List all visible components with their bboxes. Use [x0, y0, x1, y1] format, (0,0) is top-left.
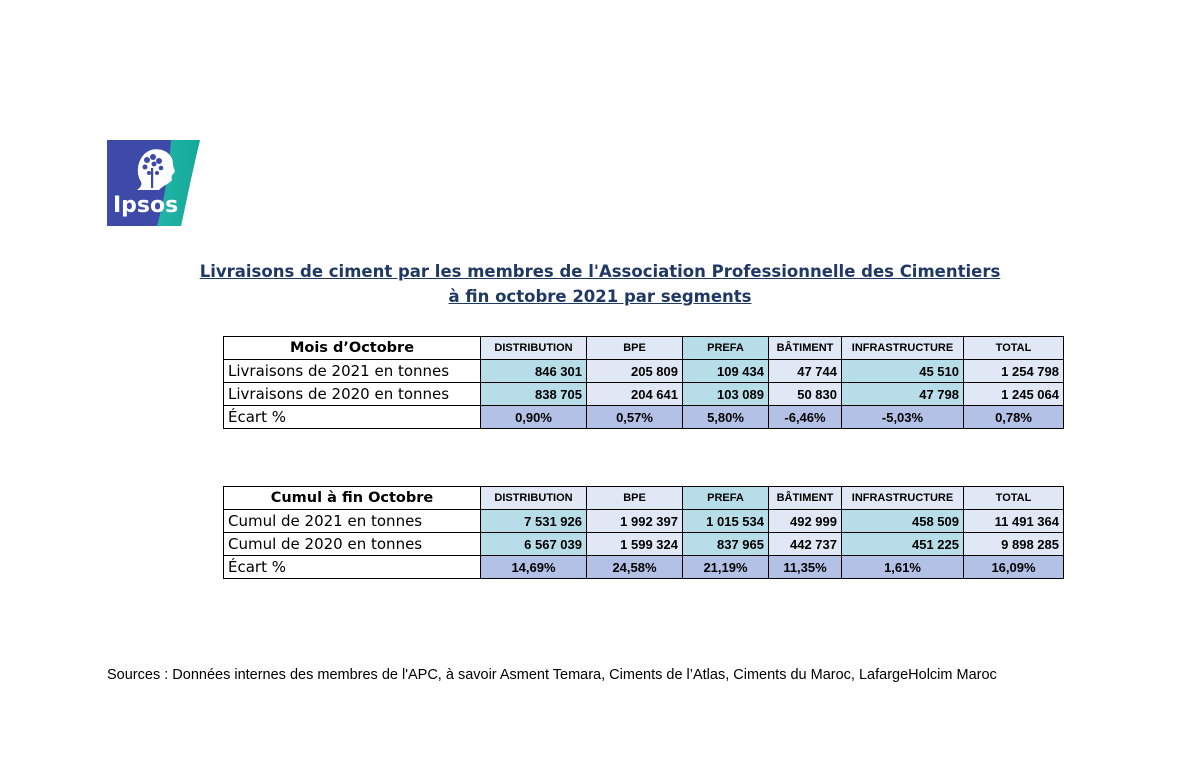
table-row-ecart — [224, 556, 1064, 579]
row-label: Cumul de 2020 en tonnes — [224, 533, 481, 556]
row-label: Livraisons de 2021 en tonnes — [224, 360, 481, 383]
cell-distribution: 14,69% — [481, 556, 587, 579]
cell-distribution: 0,90% — [481, 406, 587, 429]
ipsos-logo — [107, 140, 200, 226]
cell-total: 1 245 064 — [964, 383, 1064, 406]
cell-batiment: 50 830 — [769, 383, 842, 406]
cell-total: 0,78% — [964, 406, 1064, 429]
cell-bpe: 205 809 — [587, 360, 683, 383]
cell-prefa: 1 015 534 — [683, 510, 769, 533]
monthly-deliveries-table — [223, 336, 1064, 429]
cell-batiment: -6,46% — [769, 406, 842, 429]
table-row — [224, 360, 1064, 383]
table-header-row — [224, 337, 1064, 360]
cell-distribution: 838 705 — [481, 383, 587, 406]
cell-prefa: 21,19% — [683, 556, 769, 579]
cell-total: 16,09% — [964, 556, 1064, 579]
cell-infrastructure: -5,03% — [842, 406, 964, 429]
table-corner-label: Mois d’Octobre — [224, 337, 481, 360]
table-row — [224, 510, 1064, 533]
col-header-infrastructure: INFRASTRUCTURE — [842, 337, 964, 360]
sources-note: Sources : Données internes des membres de l'APC, à savoir Asment Temara, Ciments de l’Atlas, Ciments du Maroc, LafargeHolcim Maroc — [107, 667, 997, 683]
row-label: Livraisons de 2020 en tonnes — [224, 383, 481, 406]
row-label: Écart % — [224, 556, 481, 579]
cell-infrastructure: 1,61% — [842, 556, 964, 579]
col-header-prefa: PREFA — [683, 487, 769, 510]
col-header-batiment: BÂTIMENT — [769, 337, 842, 360]
cell-total: 1 254 798 — [964, 360, 1064, 383]
cell-bpe: 0,57% — [587, 406, 683, 429]
cell-distribution: 7 531 926 — [481, 510, 587, 533]
col-header-infrastructure: INFRASTRUCTURE — [842, 487, 964, 510]
col-header-prefa: PREFA — [683, 337, 769, 360]
row-label: Écart % — [224, 406, 481, 429]
cell-batiment: 11,35% — [769, 556, 842, 579]
cell-batiment: 47 744 — [769, 360, 842, 383]
table-row-ecart — [224, 406, 1064, 429]
cell-prefa: 837 965 — [683, 533, 769, 556]
cell-prefa: 109 434 — [683, 360, 769, 383]
cell-bpe: 1 992 397 — [587, 510, 683, 533]
cell-infrastructure: 47 798 — [842, 383, 964, 406]
cell-bpe: 204 641 — [587, 383, 683, 406]
row-label: Cumul de 2021 en tonnes — [224, 510, 481, 533]
table-corner-label: Cumul à fin Octobre — [224, 487, 481, 510]
table-row — [224, 383, 1064, 406]
cell-total: 11 491 364 — [964, 510, 1064, 533]
page-title — [0, 259, 1200, 309]
cell-total: 9 898 285 — [964, 533, 1064, 556]
col-header-distribution: DISTRIBUTION — [481, 337, 587, 360]
table-row — [224, 533, 1064, 556]
col-header-total: TOTAL — [964, 337, 1064, 360]
col-header-total: TOTAL — [964, 487, 1064, 510]
logo-text: Ipsos — [113, 193, 179, 218]
cell-infrastructure: 451 225 — [842, 533, 964, 556]
cell-batiment: 492 999 — [769, 510, 842, 533]
cumulative-deliveries-table — [223, 486, 1064, 579]
title-line-1: Livraisons de ciment par les membres de l'Association Professionnelle des Cimentiers — [199, 262, 1001, 281]
cell-prefa: 103 089 — [683, 383, 769, 406]
cell-bpe: 24,58% — [587, 556, 683, 579]
table-header-row — [224, 487, 1064, 510]
cell-distribution: 6 567 039 — [481, 533, 587, 556]
cell-infrastructure: 45 510 — [842, 360, 964, 383]
title-line-2: à fin octobre 2021 par segments — [448, 287, 752, 306]
col-header-bpe: BPE — [587, 487, 683, 510]
cell-bpe: 1 599 324 — [587, 533, 683, 556]
cell-distribution: 846 301 — [481, 360, 587, 383]
col-header-batiment: BÂTIMENT — [769, 487, 842, 510]
cell-infrastructure: 458 509 — [842, 510, 964, 533]
col-header-bpe: BPE — [587, 337, 683, 360]
col-header-distribution: DISTRIBUTION — [481, 487, 587, 510]
cell-prefa: 5,80% — [683, 406, 769, 429]
cell-batiment: 442 737 — [769, 533, 842, 556]
